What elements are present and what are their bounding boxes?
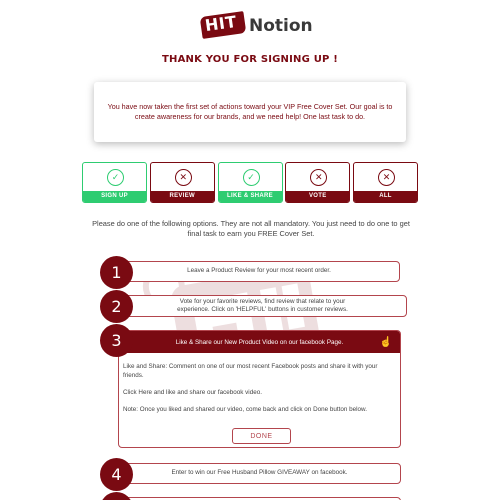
task-number-5 [100,492,133,500]
x-icon: ✕ [310,169,327,186]
task-review-link[interactable] [118,261,400,282]
done-button[interactable]: DONE [232,428,291,444]
task-text: Enter to win our Free Husband Pillow GIVEAWAY on facebook. [171,469,348,477]
step-sign-up[interactable] [82,162,147,203]
step-label: LIKE & SHARE [219,191,282,202]
check-icon: ✓ [243,169,260,186]
facebook-video-link[interactable]: Click Here and like and share our facebook video. [123,388,262,396]
hitnotion-logo[interactable] [201,8,311,40]
step-label: SIGN UP [83,191,146,202]
step-vote[interactable] [285,162,350,203]
step-label: VOTE [286,191,349,202]
task-number-4: 4 [100,458,133,491]
step-review[interactable] [150,162,215,203]
task-note-text: Note: Once you liked and shared our video, come back and click on Done button below. [123,405,367,413]
task-vote-link[interactable] [118,295,407,317]
step-like-share[interactable] [218,162,283,203]
task-text: Vote for your favorite reviews, find review that relate to your experience. Click on 'HELPFUL' buttons in customer reviews. [177,297,348,313]
step-label: REVIEW [151,191,214,202]
task-number-2: 2 [100,290,133,323]
step-label: ALL [354,191,417,202]
step-all[interactable] [353,162,418,203]
logo-badge-text: HIT [203,11,238,36]
task-number-1: 1 [100,256,133,289]
x-icon: ✕ [175,169,192,186]
instructions-text: Please do one of the following options. They are not all mandatory. You just need to do one to get final task to earn you FREE Cover Set. [92,219,410,238]
task-number-3: 3 [100,324,133,357]
progress-steps [82,162,418,204]
task-giveaway-link[interactable] [118,463,401,484]
x-icon: ✕ [378,169,395,186]
intro-text: You have now taken the first set of actions toward your VIP Free Cover Set. Our goal is to create awareness for our brands, and we need help! One last task to do. [107,102,393,121]
task-body-text: Like and Share: Comment on one of our most recent Facebook posts and share it with your friends. [123,363,378,379]
logo-name: Notion [249,16,313,36]
task-text: Leave a Product Review for your most recent order. [187,267,331,275]
intro-card [94,82,406,142]
task-like-share-header[interactable] [119,331,400,353]
task-body [119,353,400,414]
task-heading: Like & Share our New Product Video on our facebook Page. [175,338,344,346]
task-like-share-panel [118,330,401,448]
page-title: THANK YOU FOR SIGNING UP ! [161,54,338,65]
check-icon: ✓ [107,169,124,186]
pointer-cursor-icon: ☝ [379,337,392,348]
